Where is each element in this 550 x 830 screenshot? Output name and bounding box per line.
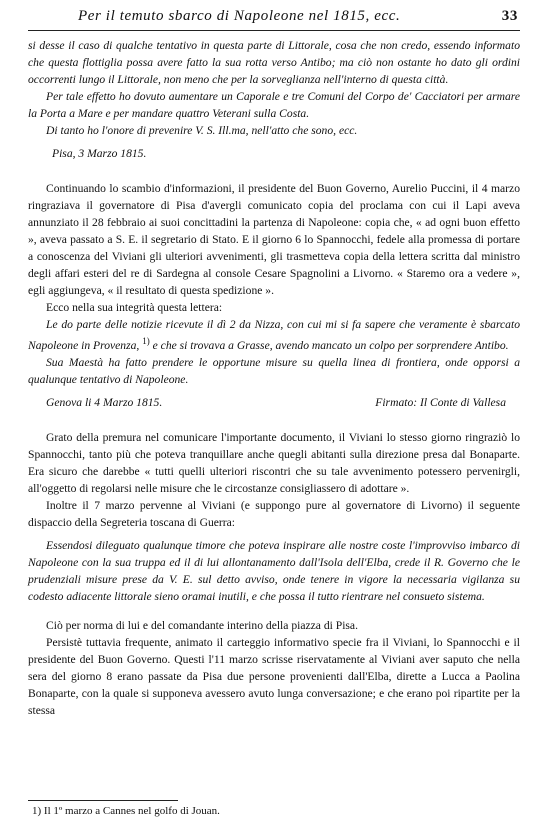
footnote-text: Il 1º marzo a Cannes nel golfo di Jouan. xyxy=(43,805,220,817)
body-section-2 xyxy=(28,429,520,531)
letter-paragraph: Per tale effetto ho dovuto aumentare un Caporale e tre Comuni del Corpo de' Cacciatori per armare la Porta a Mare e per mandare quattro Veterani sulla Costa. xyxy=(28,90,520,120)
quoted-letter-genova xyxy=(28,316,520,411)
quoted-letter-pisa xyxy=(28,37,520,162)
letter-date: Pisa, 3 Marzo 1815. xyxy=(52,147,147,160)
letter-paragraph xyxy=(28,316,520,354)
footnote xyxy=(32,804,220,819)
letter-text: Le do parte delle notizie ricevute il dì 2 da Nizza, con cui mi si fa sapere che veramente è sbarcato Napoleone in Provenza, xyxy=(28,318,520,352)
running-header xyxy=(28,8,520,31)
body-paragraph: Persistè tuttavia frequente, animato il carteggio informativo specie fra il Viviani, lo Spannocchi e il presidente del Buon Governo. Questi l'11 marzo scrisse riservatamente al Viviani aver saputo che nella sera del giorno 8 erano passate da Pisa due persone provenienti dall'Elba, dirette a Lucca a Paolina Bonaparte, con la quale si supponeva avessero avuto lunga conversazione; e che erano poi ripartite per la stessa xyxy=(28,635,520,717)
letter-text: e che si trovava a Grasse, avendo mancato un colpo per sorprendere Antibo. xyxy=(152,338,509,352)
dispatch-paragraph: Essendosi dileguato qualunque timore che poteva inspirare alle nostre coste l'improvviso imbarco di Napoleone con la sua truppa ed il di lui allontanamento dall'Isola dell'Elba, crede il R. Governo che le prudenziali misure prese da V. E. sul detto avviso, onde tenere in vigore la necessaria vigilanza su codesto adiacente littorale sieno oramai inutili, e che possa il tutto rientrare nel consueto sistema. xyxy=(28,538,520,603)
body-paragraph: Ecco nella sua integrità questa lettera: xyxy=(46,301,223,314)
letter-signature-row xyxy=(28,394,520,411)
quoted-dispatch xyxy=(28,537,520,605)
letter-date: Genova li 4 Marzo 1815. xyxy=(46,395,163,409)
body-section-3 xyxy=(28,617,520,719)
letter-paragraph: si desse il caso di qualche tentativo in questa parte di Littorale, cosa che non credo, essendo informato che questa flottiglia possa avere fatto la sua rotta verso Antibo; ma ciò non ostante ho dato gli ordini occorrenti lungo il Littorale, non meno che per la sorveglianza nell'interno di questa città. xyxy=(28,39,520,86)
book-page xyxy=(28,8,520,822)
letter-paragraph: Sua Maestà ha fatto prendere le opportune misure su quella linea di frontiera, onde opporsi a qualunque tentativo di Napoleone. xyxy=(28,355,520,386)
body-paragraph: Inoltre il 7 marzo pervenne al Viviani (e suppongo pure al governatore di Livorno) il seguente dispaccio della Segreteria toscana di Guerra: xyxy=(28,498,520,529)
body-paragraph: Ciò per norma di lui e del comandante interino della piazza di Pisa. xyxy=(46,618,358,632)
page-number: 33 xyxy=(501,8,518,24)
letter-closing: Di tanto ho l'onore di prevenire V. S. Ill.ma, nell'atto che sono, ecc. xyxy=(46,124,358,137)
footnote-rule xyxy=(28,800,178,801)
footnote-marker: 1) xyxy=(32,805,42,817)
running-title: Per il temuto sbarco di Napoleone nel 1815, ecc. xyxy=(78,8,401,24)
footnote-ref: 1) xyxy=(142,336,150,346)
body-paragraph: Continuando lo scambio d'informazioni, il presidente del Buon Governo, Aurelio Puccini, il 4 marzo ringraziava il governatore di Pisa d'avergli comunicato copia del proclama con cui il Lapi aveva annunziato il 28 febbraio ai suoi concittadini la partenza di Napoleone: copia che, « ad ogni buon effetto », aveva passato a S. E. il segretario di Stato. E il giorno 6 lo Spannocchi, fedele alla promessa di portare a conoscenza del Viviani gli ulteriori avvenimenti, gli trasmetteva copia della lettera scritta dal ministro degli affari esteri del re di Sardegna al console Cesare Spagnolini a Livorno. « Staremo ora a vedere », egli aggiungeva, « il resultato di questa spedizione ». xyxy=(28,182,520,297)
body-paragraph: Grato della premura nel comunicare l'importante documento, il Viviani lo stesso giorno ringraziò lo Spannocchi, tanto più che poteva tranquillare anche quegli abitanti sulla direzione presa dal Bonaparte. Era sicuro che darebbe « tutti quelli ulteriori riscontri che su tale avvenimento potessero pervenirgli, all'oggetto di regolarsi nelle misure che le circostanze consigliassero di adottare ». xyxy=(28,430,520,495)
letter-signature: Firmato: Il Conte di Vallesa xyxy=(375,395,506,409)
body-section-1 xyxy=(28,180,520,316)
